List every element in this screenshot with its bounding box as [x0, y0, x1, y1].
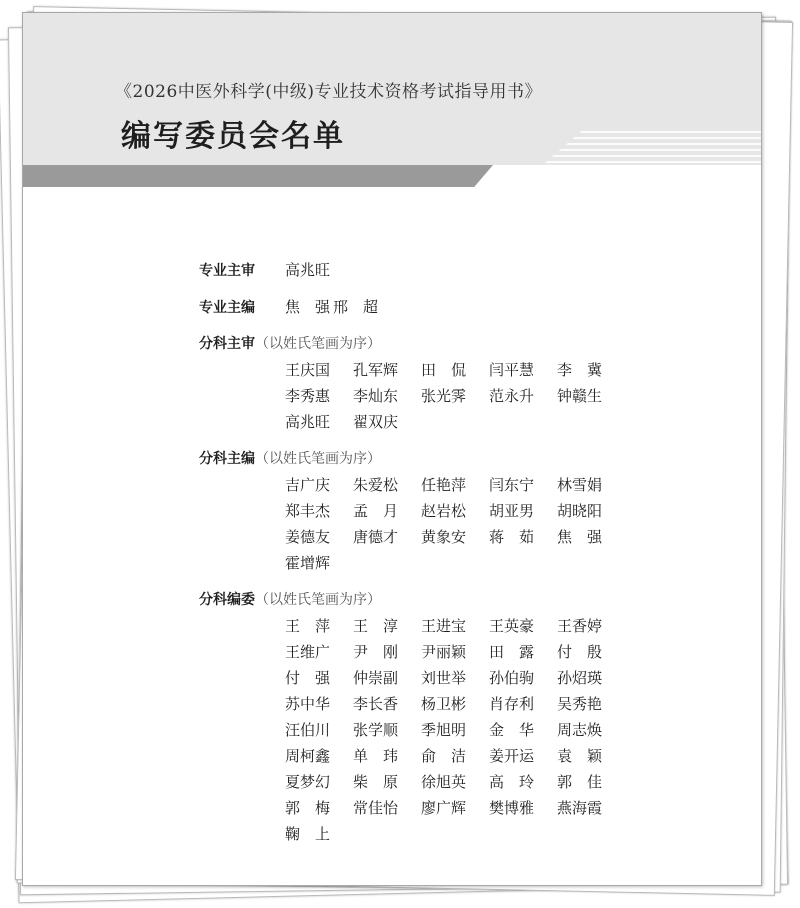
role-label: 分科编委 — [199, 592, 255, 608]
people-row — [199, 383, 679, 409]
person-name: 尹丽颖 — [421, 643, 467, 661]
person-name: 田 露 — [489, 643, 535, 661]
role-row — [199, 294, 679, 320]
person-name: 朱爱松 — [353, 476, 399, 494]
person-name: 高兆旺 — [285, 413, 331, 431]
person-name: 杨卫彬 — [421, 695, 467, 713]
person-name: 孙炤瑛 — [557, 669, 603, 687]
person-name: 焦 强 — [285, 298, 331, 316]
person-name: 蒋 茹 — [489, 528, 535, 546]
person-name: 姜开运 — [489, 747, 535, 765]
person-name: 黄象安 — [421, 528, 467, 546]
person-name: 李灿东 — [353, 387, 399, 405]
person-name: 焦 强 — [557, 528, 603, 546]
role-label: 专业主审 — [199, 263, 255, 279]
person-name: 高兆旺 — [285, 261, 331, 279]
document-page — [22, 12, 762, 886]
people-row — [199, 550, 679, 576]
person-name: 邢 超 — [333, 298, 379, 316]
person-name: 田 侃 — [421, 361, 467, 379]
person-name: 苏中华 — [285, 695, 331, 713]
people-row — [199, 524, 679, 550]
people-row — [199, 472, 679, 498]
people-row — [199, 639, 679, 665]
person-name: 徐旭英 — [421, 773, 467, 791]
person-name: 王 淳 — [353, 617, 399, 635]
person-name: 李 冀 — [557, 361, 603, 379]
person-name: 尹 刚 — [353, 643, 399, 661]
person-name: 郑丰杰 — [285, 502, 331, 520]
person-name: 周志焕 — [557, 721, 603, 739]
people-row — [199, 717, 679, 743]
people-row — [199, 357, 679, 383]
book-title: 《2026中医外科学(中级)专业技术资格考试指导用书》 — [115, 82, 543, 102]
person-name: 付 强 — [285, 669, 331, 687]
person-name: 鞠 上 — [285, 825, 331, 843]
people-row — [199, 769, 679, 795]
person-name: 胡亚男 — [489, 502, 535, 520]
people-row — [199, 691, 679, 717]
person-name: 燕海霞 — [557, 799, 603, 817]
people-row — [199, 613, 679, 639]
role-label: 专业主编 — [199, 300, 255, 316]
role-label: 分科主审 — [199, 336, 255, 352]
role-row — [199, 446, 679, 472]
page-title: 编写委员会名单 — [121, 119, 345, 154]
committee-list — [199, 257, 679, 847]
person-name: 常佳怡 — [353, 799, 399, 817]
role-row — [199, 331, 679, 357]
header-rule — [23, 165, 493, 187]
role-note: （以姓氏笔画为序） — [255, 592, 381, 608]
person-name: 王香婷 — [557, 617, 603, 635]
person-name: 李秀惠 — [285, 387, 331, 405]
person-name: 付 殷 — [557, 643, 603, 661]
person-name: 肖存利 — [489, 695, 535, 713]
person-name: 刘世举 — [421, 669, 467, 687]
person-name: 霍增辉 — [285, 554, 331, 572]
person-name: 周柯鑫 — [285, 747, 331, 765]
person-name: 廖广辉 — [421, 799, 467, 817]
person-name: 林雪娟 — [557, 476, 603, 494]
person-name: 张学顺 — [353, 721, 399, 739]
people-row — [199, 743, 679, 769]
people-row — [199, 795, 679, 821]
person-name: 樊博雅 — [489, 799, 535, 817]
person-name: 季旭明 — [421, 721, 467, 739]
person-name: 王维广 — [285, 643, 331, 661]
person-name: 仲崇副 — [353, 669, 399, 687]
person-name: 孔军辉 — [353, 361, 399, 379]
person-name: 张光霁 — [421, 387, 467, 405]
person-name: 翟双庆 — [353, 413, 399, 431]
person-name: 闫东宁 — [489, 476, 535, 494]
person-name: 郭 梅 — [285, 799, 331, 817]
role-label: 分科主编 — [199, 451, 255, 467]
person-name: 金 华 — [489, 721, 535, 739]
people-row — [199, 498, 679, 524]
person-name: 郭 佳 — [557, 773, 603, 791]
person-name: 王英豪 — [489, 617, 535, 635]
role-row — [199, 257, 679, 283]
person-name: 胡晓阳 — [557, 502, 603, 520]
person-name: 袁 颖 — [557, 747, 603, 765]
person-name: 王进宝 — [421, 617, 467, 635]
person-name: 王庆国 — [285, 361, 331, 379]
person-name: 孟 月 — [353, 502, 399, 520]
person-name: 汪伯川 — [285, 721, 331, 739]
role-note: （以姓氏笔画为序） — [255, 336, 381, 352]
people-line — [285, 294, 381, 320]
people-row — [199, 409, 679, 435]
role-row — [199, 587, 679, 613]
person-name: 赵岩松 — [421, 502, 467, 520]
people-row — [199, 821, 679, 847]
person-name: 闫平慧 — [489, 361, 535, 379]
person-name: 吉广庆 — [285, 476, 331, 494]
people-line — [285, 257, 353, 283]
person-name: 夏梦幻 — [285, 773, 331, 791]
person-name: 孙伯驹 — [489, 669, 535, 687]
person-name: 单 玮 — [353, 747, 399, 765]
people-row — [199, 665, 679, 691]
person-name: 吴秀艳 — [557, 695, 603, 713]
person-name: 俞 洁 — [421, 747, 467, 765]
role-note: （以姓氏笔画为序） — [255, 451, 381, 467]
person-name: 王 萍 — [285, 617, 331, 635]
person-name: 钟赣生 — [557, 387, 603, 405]
person-name: 唐德才 — [353, 528, 399, 546]
person-name: 柴 原 — [353, 773, 399, 791]
person-name: 范永升 — [489, 387, 535, 405]
person-name: 姜德友 — [285, 528, 331, 546]
person-name: 李长香 — [353, 695, 399, 713]
person-name: 高 玲 — [489, 773, 535, 791]
person-name: 任艳萍 — [421, 476, 467, 494]
